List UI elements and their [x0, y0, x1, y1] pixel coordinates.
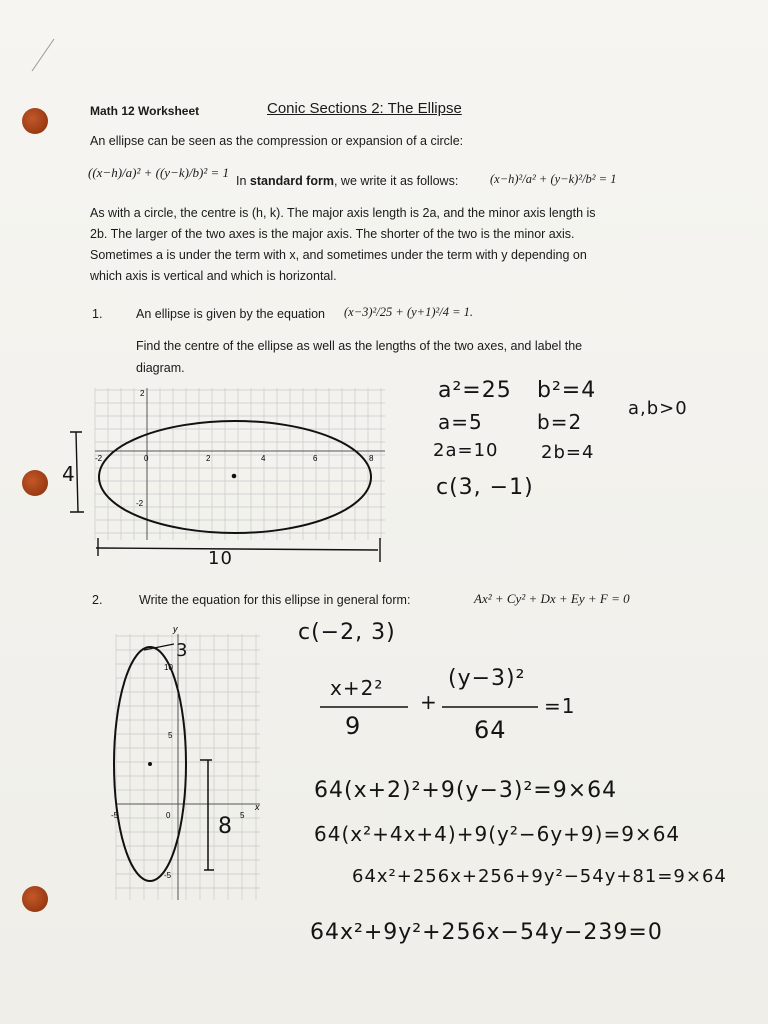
binder-hole-bottom [22, 886, 48, 912]
page-title: Conic Sections 2: The Ellipse [267, 100, 462, 117]
q1-tick-x-neg2: -2 [95, 454, 103, 463]
q2-hw-line2: 64(x²+4x+4)+9(y²−6y+9)=9×64 [314, 822, 681, 846]
standard-prefix: In [236, 174, 247, 188]
q2-tick-y-10: 10 [164, 663, 173, 672]
binder-hole-middle [22, 470, 48, 496]
q1-tick-x-2: 2 [206, 454, 211, 463]
q1-major-axis-bracket [96, 538, 380, 562]
q1-hw-cond: a,b>0 [628, 398, 688, 419]
q2-hw-equals1: =1 [544, 694, 576, 718]
q1-hw-centre: c(3, −1) [436, 475, 534, 500]
q2-hw-line4: 64x²+9y²+256x−54y−239=0 [310, 920, 663, 945]
q1-task-line2: diagram. [136, 361, 185, 375]
pencil-mark [28, 35, 58, 75]
q1-tick-x-4: 4 [261, 454, 266, 463]
intro-para-line2: 2b. The larger of the two axes is the major axis. The shorter of the two is the minor axis. [90, 227, 575, 241]
q2-hw-frac1-den: 9 [345, 712, 362, 740]
intro-para-line4: which axis is vertical and which is horizontal. [90, 269, 337, 283]
q1-major-axis-label: 10 [208, 548, 233, 569]
q1-tick-x-6: 6 [313, 454, 318, 463]
q1-hw-two-a: 2a=10 [433, 440, 499, 461]
q2-hw-frac2-num: (y−3)² [448, 666, 526, 691]
standard-form-sentence [236, 174, 458, 188]
q1-number: 1. [92, 307, 103, 321]
standard-bold: standard form [249, 174, 334, 188]
q1-tick-y-neg2: -2 [136, 499, 144, 508]
q1-minor-axis-label: 4 [62, 462, 76, 486]
q1-hw-b2: b²=4 [537, 378, 597, 403]
q2-tick-x-5: 5 [240, 811, 245, 820]
q1-tick-x-8: 8 [369, 454, 374, 463]
standard-form-equation: (x−h)²/a² + (y−k)²/b² = 1 [490, 172, 617, 186]
q1-equation: (x−3)²/25 + (y+1)²/4 = 1. [344, 305, 474, 319]
q2-hw-line3: 64x²+256x+256+9y²−54y+81=9×64 [352, 866, 727, 887]
q2-hw-centre: c(−2, 3) [298, 620, 396, 645]
standard-suffix: , we write it as follows: [333, 174, 459, 188]
q1-tick-y-2: 2 [140, 389, 145, 398]
q1-graph [60, 380, 400, 570]
q1-hw-two-b: 2b=4 [541, 442, 595, 463]
q2-hw-line1: 64(x+2)²+9(y−3)²=9×64 [314, 778, 618, 803]
q2-hw-frac1-bar [318, 704, 410, 710]
q1-hw-a2: a²=25 [438, 378, 512, 403]
course-label: Math 12 Worksheet [90, 104, 200, 118]
q2-tick-y-5: 5 [168, 731, 173, 740]
q1-centre-dot [232, 474, 237, 479]
q2-hw-top-label: 3 [176, 640, 189, 661]
q2-tick-y-neg5: -5 [164, 871, 172, 880]
q2-hw-len-label: 8 [218, 814, 233, 839]
q2-hw-plus: + [420, 690, 438, 714]
q2-hw-frac1-num: x+2² [330, 676, 384, 700]
circle-form-text: ((x−h)/a)² + ((y−k)/b)² = 1 [88, 165, 230, 180]
q1-task-line1: Find the centre of the ellipse as well as the lengths of the two axes, and label the [136, 339, 583, 353]
q1-hw-b: b=2 [537, 410, 583, 434]
intro-para-line3: Sometimes a is under the term with x, and sometimes under the term with y depending on [90, 248, 587, 262]
q2-number: 2. [92, 593, 103, 607]
q2-graph [112, 620, 272, 910]
q2-hw-frac2-den: 64 [474, 716, 507, 744]
q2-prompt: Write the equation for this ellipse in general form: [139, 593, 411, 607]
q2-hw-frac2-bar [440, 704, 540, 710]
q2-axis-y-label: y [173, 624, 178, 634]
intro-para-line1: As with a circle, the centre is (h, k). The major axis length is 2a, and the minor axis length is [90, 206, 596, 220]
q2-tick-x-neg5: -5 [111, 811, 119, 820]
q2-grid [116, 634, 260, 900]
q1-prompt: An ellipse is given by the equation [136, 307, 326, 321]
q1-tick-x-0: 0 [144, 454, 149, 463]
q2-axis-x-label: x [255, 802, 260, 812]
q2-minor-bracket [200, 760, 214, 870]
q1-hw-a: a=5 [438, 410, 483, 434]
circle-form-equation [88, 165, 229, 181]
binder-hole-top [22, 108, 48, 134]
q2-tick-x-0: 0 [166, 811, 171, 820]
q2-equation: Ax² + Cy² + Dx + Ey + F = 0 [474, 591, 630, 606]
q2-centre-dot [148, 762, 152, 766]
intro-lead: An ellipse can be seen as the compression or expansion of a circle: [90, 134, 464, 148]
